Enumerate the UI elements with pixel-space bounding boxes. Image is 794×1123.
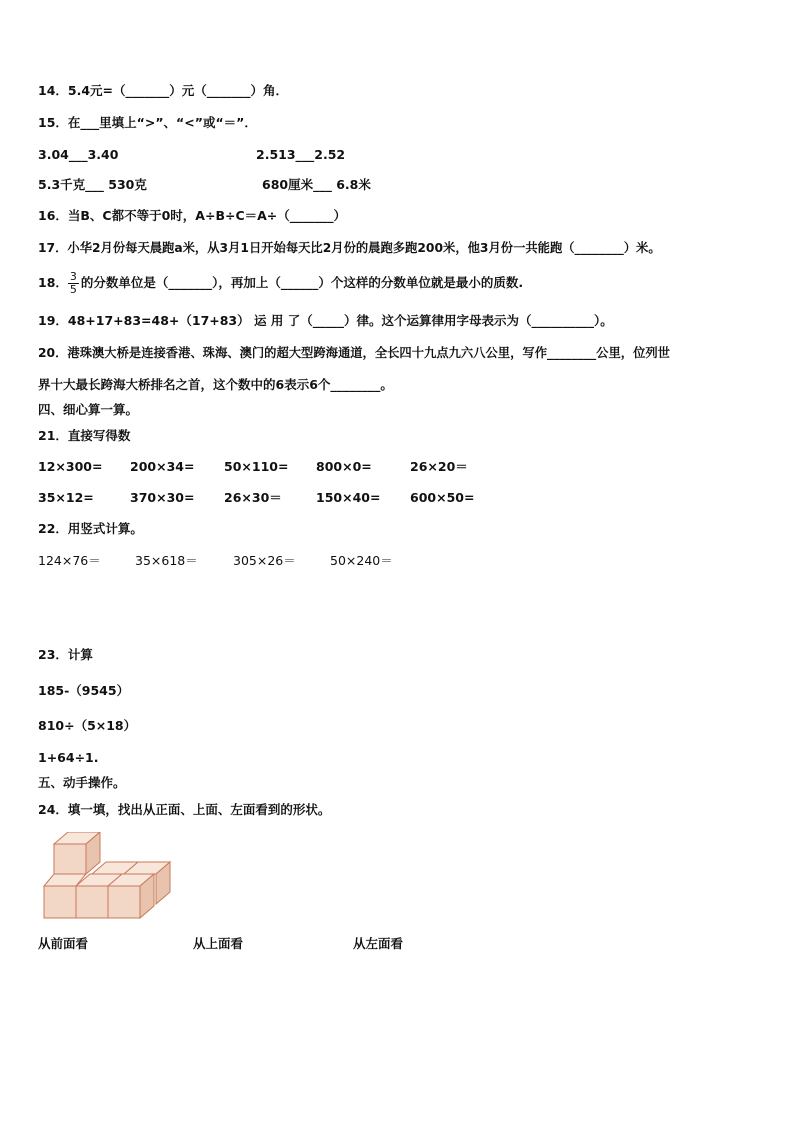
question-21-title: 21．直接写得数 xyxy=(38,428,131,443)
q21-item: 800×0= xyxy=(316,459,372,474)
section-four-heading: 四、细心算一算。 xyxy=(38,402,139,417)
question-20-line-1: 20．港珠澳大桥是连接香港、珠海、澳门的超大型跨海通道，全长四十九点九六八公里，写作________公里，位列世 xyxy=(38,346,670,360)
section-five-heading: 五、动手操作。 xyxy=(38,775,126,790)
question-22-title: 22．用竖式计算。 xyxy=(38,521,143,536)
view-label-front: 从前面看 xyxy=(38,936,89,951)
q23-item: 185-（9545） xyxy=(38,683,130,698)
q23-item: 1+64÷1. xyxy=(38,750,99,765)
q15-compare-4: 680厘米___ 6.8米 xyxy=(262,177,371,192)
q21-item: 26×20＝ xyxy=(410,459,468,474)
fraction-three-fifths xyxy=(68,271,79,296)
view-label-left: 从左面看 xyxy=(353,936,404,951)
fraction-denominator: 5 xyxy=(69,283,77,296)
q18-number: 18． xyxy=(38,275,68,290)
q22-item: 35×618＝ xyxy=(135,553,198,568)
cube-face-front xyxy=(108,886,140,918)
cube-face-front xyxy=(44,886,76,918)
q21-item: 12×300= xyxy=(38,459,103,474)
q21-item: 35×12= xyxy=(38,490,94,505)
question-14: 14．5.4元=（_______）元（_______）角． xyxy=(38,83,289,98)
question-19: 19．48+17+83=48+（17+83） 运 用 了（_____）律。这个运算律用字母表示为（__________）。 xyxy=(38,313,613,328)
q21-item: 50×110= xyxy=(224,459,289,474)
q15-compare-2: 2.513___2.52 xyxy=(256,147,346,162)
question-17: 17．小华2月份每天晨跑a米，从3月1日开始每天比2月份的晨跑多跑200米，他3月份一共能跑（________）米。 xyxy=(38,241,661,255)
question-24-title: 24．填一填，找出从正面、上面、左面看到的形状。 xyxy=(38,802,331,817)
q21-item: 600×50= xyxy=(410,490,475,505)
q15-compare-3: 5.3千克___ 530克 xyxy=(38,177,147,192)
question-23-title: 23．计算 xyxy=(38,647,93,662)
q22-item: 50×240＝ xyxy=(330,553,393,568)
q21-item: 150×40= xyxy=(316,490,381,505)
q22-item: 124×76＝ xyxy=(38,553,101,568)
q22-item: 305×26＝ xyxy=(233,553,296,568)
cube-face-front xyxy=(76,886,108,918)
q23-item: 810÷（5×18） xyxy=(38,718,137,733)
cube-front-row xyxy=(44,874,154,918)
q15-compare-1: 3.04___3.40 xyxy=(38,147,119,162)
question-16: 16．当B、C都不等于0时，A÷B÷C＝A÷（_______） xyxy=(38,208,347,223)
fraction-numerator: 3 xyxy=(69,270,77,283)
question-15-title: 15．在___里填上“>”、“<”或“＝”． xyxy=(38,115,257,130)
cube-face-front xyxy=(54,844,86,874)
view-label-top: 从上面看 xyxy=(193,936,244,951)
q18-text: 的分数单位是（_______），再加上（______）个这样的分数单位就是最小的质数. xyxy=(80,275,524,290)
q21-item: 370×30= xyxy=(130,490,195,505)
q21-item: 26×30＝ xyxy=(224,490,282,505)
question-18 xyxy=(38,268,523,298)
cube-top-stacked xyxy=(54,832,100,874)
question-20-line-2: 界十大最长跨海大桥排名之首，这个数中的6表示6个________。 xyxy=(38,377,393,392)
q21-item: 200×34= xyxy=(130,459,195,474)
cube-stack-figure xyxy=(42,832,172,924)
